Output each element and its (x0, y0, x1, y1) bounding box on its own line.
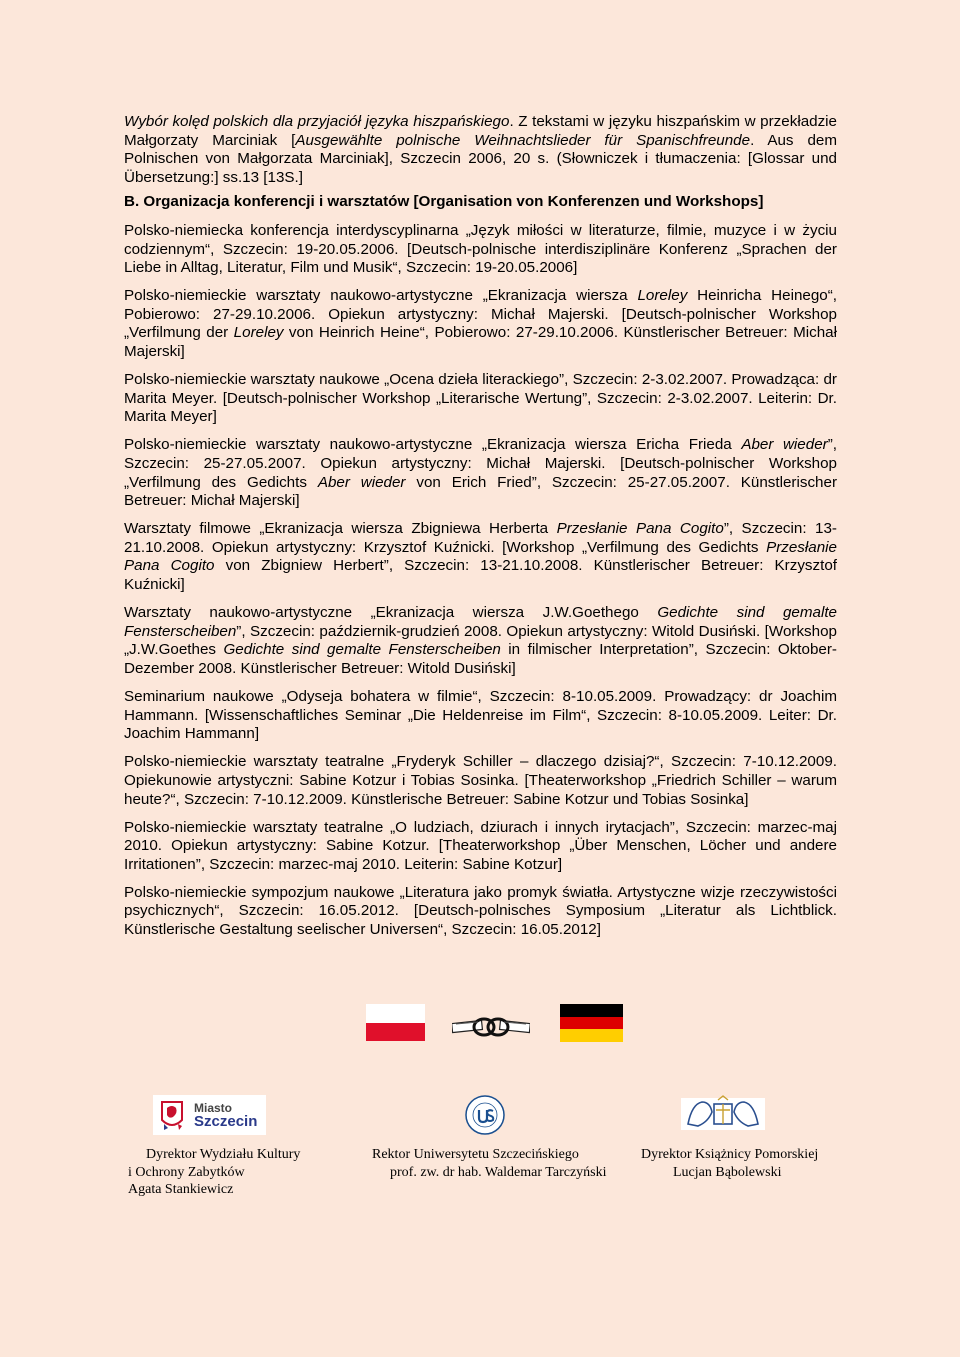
text-span: von Zbigniew Herbert”, Szczecin: 13-21.10.2008. Künstlerischer Betreuer: Krzysztof Kuźnicki] (124, 557, 837, 594)
paragraph-cogito (124, 520, 837, 594)
text-span: . Aus dem Polnischen von Małgorzata Marciniak], Szczecin 2006, 20 s. (Słowniczek i tłumaczenia: [Glossar und Übersetzung:] ss.13 [13S.] (124, 131, 837, 186)
signature-title: i Ochrony Zabytków (128, 1164, 245, 1180)
logo-text-miasto: Miasto (194, 1101, 233, 1115)
paragraph-schiller: Polsko-niemieckie warsztaty teatralne „Fryderyk Schiller – dlaczego dzisiaj?“, Szczecin: 7-10.12.2009. Opiekunowie artystyczni: Sabine Kotzur i Tobias Sosinka. [Theaterworkshop „Friedrich Schiller – warum heute?“, Szczecin: 7-10.12.2009. Künstlerische Betreuer: Sabine Kotzur und Tobias Sosinka] (124, 753, 837, 808)
signature-title: Dyrektor Wydziału Kultury (146, 1147, 301, 1162)
germany-flag-icon (560, 1004, 623, 1042)
text-span: in filmischer Interpretation”, Szczecin: Oktober-Dezember 2008. Künstlerischer Betreuer: Witold Dusiński] (124, 641, 837, 677)
text-span: von Erich Fried”, Szczecin: 25-27.05.2007. Künstlerischer Betreuer: Michał Majerski] (124, 473, 838, 510)
text-span: Warsztaty filmowe „Ekranizacja wiersza Zbigniewa Herberta (124, 520, 557, 538)
text-span: . Z tekstami w języku hiszpańskim w przekładzie Małgorzaty Marciniak [ (124, 113, 837, 149)
signature-name: Lucjan Bąbolewski (673, 1164, 782, 1180)
signature-name: prof. zw. dr hab. Waldemar Tarczyński (390, 1164, 607, 1180)
book-title-de: Ausgewählte polnische Weihnachtslieder für Spanischfreunde (295, 131, 751, 149)
paragraph-conference: Polsko-niemiecka konferencja interdyscyplinarna „Język miłości w literaturze, filmie, muzyce i w życiu codziennym“, Szczecin: 19-20.05.2006. [Deutsch-polnische interdisziplinäre Konferenz „Sprachen der Liebe in Alltag, Literatur, Film und Musik“, Szczecin: 19-20.05.2006] (124, 221, 837, 277)
paragraph-sympozjum: Polsko-niemieckie sympozjum naukowe „Literatura jako promyk światła. Artystyczne wizje rzeczywistości psychicznych“, Szczecin: 16.05.2012. [Deutsch-polnisches Symposium „Literatur als Lichtblick. Künstlerische Gestaltung seelischer Universen“, Szczecin: 16.05.2012] (124, 883, 837, 939)
paragraph-odyseja: Seminarium naukowe „Odyseja bohatera w filmie“, Szczecin: 8-10.05.2009. Prowadzący: dr Joachim Hammann. [Wissenschaftliches Seminar „Die Heldenreise im Film“, Szczecin: 8-10.05.2009. Leiter: Dr. Joachim Hammann] (124, 688, 837, 743)
italic-title: Przesłanie Pana Cogito (556, 520, 724, 538)
paragraph-goethe (124, 604, 837, 678)
paragraph-koledy (124, 113, 837, 187)
italic-title: Gedichte sind gemalte Fensterscheiben (124, 604, 838, 640)
signature-title: Rektor Uniwersytetu Szczecińskiego (372, 1147, 579, 1162)
text-span: ”, Szczecin: 13-21.10.2008. Opiekun artystyczny: Krzysztof Kuźnicki. [Workshop „Verfilmung des Gedichts (124, 520, 837, 556)
paragraph-ocena: Polsko-niemieckie warsztaty naukowe „Ocena dzieła literackiego”, Szczecin: 2-3.02.2007. Prowadząca: dr Marita Meyer. [Deutsch-polnischer Workshop „Literarische Wertung”, Szczecin: 2-3.02.2007. Leiterin: Dr. Marita Meyer] (124, 371, 837, 426)
italic-title: Aber wieder (741, 436, 828, 454)
paragraph-loreley (124, 287, 837, 361)
miasto-szczecin-logo (153, 1095, 266, 1135)
section-heading: B. Organizacja konferencji i warsztatów [Organisation von Konferenzen und Workshops] (124, 193, 764, 211)
signature-block-rector (372, 1146, 632, 1181)
paragraph-irytacje: Polsko-niemieckie warsztaty teatralne „O ludziach, dziurach i innych irytacjach”, Szczecin: marzec-maj 2010. Opiekun artystyczny: Sabine Kotzur. [Theaterworkshop „Über Menschen, Löcher und andere Irritationen”, Szczecin: marzec-maj 2010. Leiterin: Sabine Kotzur] (124, 818, 837, 873)
paragraph-aber-wieder (124, 436, 837, 510)
logo-text-szczecin: Szczecin (194, 1113, 258, 1130)
university-seal-icon (462, 1094, 508, 1136)
main-text (124, 113, 837, 949)
logos-row (0, 1094, 960, 1139)
text-span: ”, Szczecin: 25-27.05.2007. Opiekun artystyczny: Michał Majerski. [Deutsch-polnischer Workshop „Verfilmung des Gedichts (124, 436, 837, 491)
signature-name: Agata Stankiewicz (128, 1182, 234, 1197)
text-span: ”, Szczecin: październik-grudzień 2008. Opiekun artystyczny: Witold Dusiński. [Workshop „J.W.Goethes (124, 622, 837, 659)
book-title: Wybór kolęd polskich dla przyjaciół języka hiszpańskiego (124, 113, 510, 130)
flags-row (0, 1004, 960, 1044)
text-span: Heinricha Heinego“, Pobierowo: 27-29.10.2006. Opiekun artystyczny: Michał Majerski. [Deutsch-polnischer Workshop „Verfilmung der (124, 287, 838, 342)
text-span: von Heinrich Heine“, Pobierowo: 27-29.10.2006. Künstlerischer Betreuer: Michał Majerski] (124, 324, 837, 361)
italic-title: Loreley (637, 287, 688, 305)
text-span: Polsko-niemieckie warsztaty naukowo-artystyczne „Ekranizacja wiersza Ericha Frieda (124, 436, 742, 454)
text-span: Warsztaty naukowo-artystyczne „Ekranizacja wiersza J.W.Goethego (124, 604, 658, 622)
griffin-icon (158, 1098, 186, 1132)
italic-title: Aber wieder (317, 473, 406, 491)
signature-block-library (641, 1146, 841, 1181)
italic-title: Loreley (233, 324, 284, 342)
italic-title: Przesłanie Pana Cogito (124, 538, 837, 575)
signature-title: Dyrektor Książnicy Pomorskiej (641, 1147, 819, 1162)
library-emblem-icon (680, 1094, 766, 1134)
italic-title: Gedichte sind gemalte Fensterscheiben (223, 641, 501, 659)
text-span: Polsko-niemieckie warsztaty naukowo-artystyczne „Ekranizacja wiersza (124, 287, 638, 305)
signature-block-culture (128, 1146, 328, 1199)
poland-flag-icon (366, 1004, 425, 1041)
knot-icon (452, 1014, 530, 1040)
